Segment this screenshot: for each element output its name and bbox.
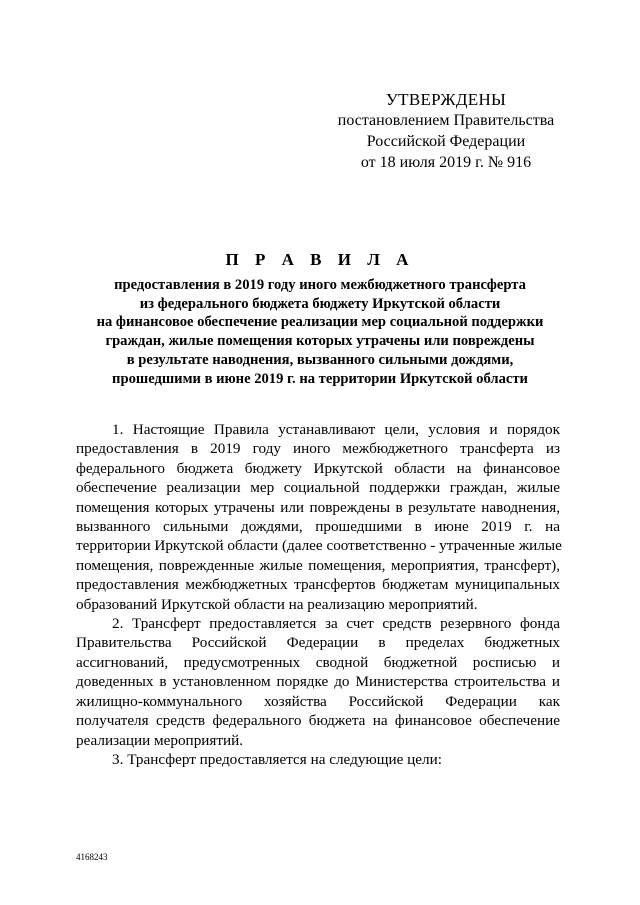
- subtitle-line: на финансовое обеспечение реализации мер социальной поддержки: [96, 314, 544, 331]
- subtitle-line: граждан, жилые помещения которых утрачены или повреждены: [105, 333, 535, 350]
- paragraph-line: 1. Настоящие Правила устанавливают цели, условия и порядок: [112, 421, 560, 438]
- document-body: [76, 420, 560, 769]
- subtitle-line: в результате наводнения, вызванного сильными дождями,: [126, 351, 514, 368]
- paragraph-2: [76, 614, 560, 750]
- paragraph-1: [76, 420, 560, 614]
- paragraph-line: получателя средств федерального бюджета на финансовое обеспечение: [76, 712, 560, 730]
- subtitle-line: прошедшими в июне 2019 г. на территории Иркутской области: [112, 370, 528, 387]
- paragraph-3: [76, 750, 560, 769]
- paragraph-line: 3. Трансферт предоставляется на следующие цели:: [112, 750, 442, 768]
- paragraph-line: федерального бюджета бюджету Иркутской области на финансовое: [76, 459, 560, 477]
- subtitle-line: из федерального бюджета бюджету Иркутской области: [139, 295, 501, 312]
- approval-block: [330, 89, 562, 173]
- paragraph-line: обеспечение реализации мер социальной поддержки граждан, жилые: [76, 479, 560, 497]
- paragraph-line: предоставления в 2019 году иного межбюджетного трансферта из: [76, 440, 560, 458]
- paragraph-line: 2. Трансферт предоставляется за счет средств резервного фонда: [112, 615, 560, 633]
- paragraph-line: Правительства Российской Федерации в пределах бюджетных: [76, 634, 560, 652]
- paragraph-line: вызванного сильными дождями, прошедшими в июне 2019 г. на: [76, 518, 560, 536]
- approval-heading: УТВЕРЖДЕНЫ: [385, 90, 507, 109]
- paragraph-line: доведенных в установленном порядке до Министерства строительства и: [76, 673, 560, 691]
- paragraph-line: образований Иркутской области на реализацию мероприятий.: [76, 595, 478, 613]
- paragraph-line: предоставления межбюджетных трансфертов бюджетам муниципальных: [76, 576, 560, 594]
- document-subtitle: [60, 276, 580, 388]
- subtitle-line: предоставления в 2019 году иного межбюджетного трансферта: [114, 277, 526, 293]
- paragraph-line: реализации мероприятий.: [76, 731, 244, 749]
- approval-line-3: от 18 июля 2019 г. № 916: [360, 154, 532, 171]
- approval-line-1: постановлением Правительства: [337, 112, 555, 129]
- approval-line-2: Российской Федерации: [366, 133, 526, 150]
- paragraph-line: помещения которых утрачены или повреждены в результате наводнения,: [76, 498, 560, 516]
- paragraph-line: помещения, поврежденные жилые помещения, мероприятия, трансферт),: [76, 556, 560, 574]
- paragraph-line: жилищно-коммунального хозяйства Российской Федерации как: [76, 692, 560, 710]
- document-title: П Р А В И Л А: [225, 250, 415, 269]
- paragraph-line: территории Иркутской области (далее соответственно - утраченные жилые: [76, 537, 562, 555]
- document-code: 4168243: [76, 852, 108, 862]
- paragraph-line: ассигнований, предусмотренных сводной бюджетной росписью и: [76, 653, 560, 671]
